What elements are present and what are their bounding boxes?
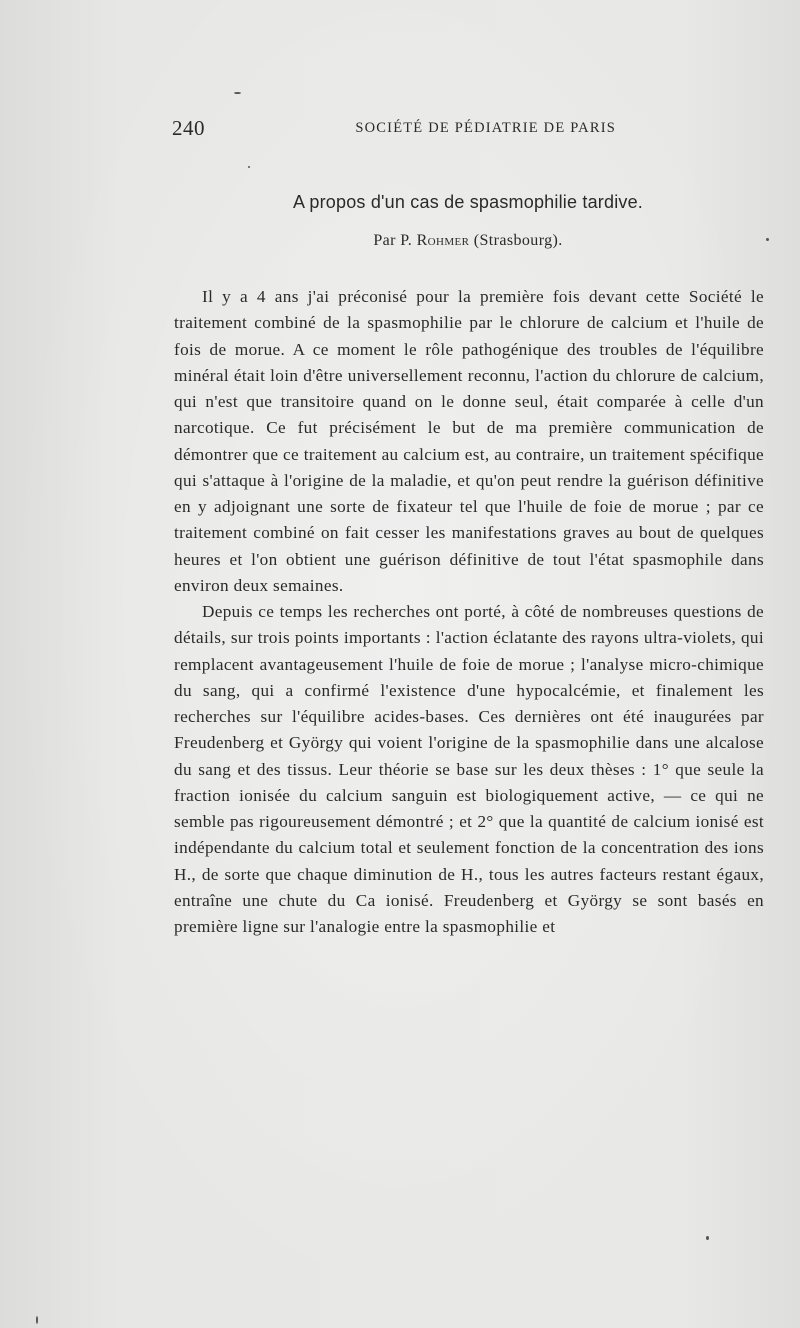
byline-prefix: Par P.: [373, 232, 417, 249]
body-paragraph: Depuis ce temps les recherches ont porté, à côté de nombreuses questions de détails, sur trois points importants : l'action éclatante des rayons ultra-violets, qui remplacent avantageusement l'huile de foie de morue ; l'analyse micro-chimique du sang, qui a confirmé l'existence d'une hypocalcémie, et finalement les recherches sur l'équilibre acides-bases. Ces dernières ont été inaugurées par Freudenberg et György qui voient l'origine de la spasmophilie dans une alcalose du sang et des tissus. Leur théorie se base sur les deux thèses : 1° que seule la fraction ionisée du calcium sanguin est biologiquement active, — ce qui ne semble pas rigoureusement démontré ; et 2° que la quantité de calcium ionisé est indépendante du calcium total et seulement fonction de la concentration des ions H., de sorte que chaque diminution de H., tous les autres facteurs restant égaux, entraîne une chute du Ca ionisé. Freudenberg et György se sont basés en première ligne sur l'analogie entre la spasmophilie et: [174, 602, 764, 936]
author-name: Rohmer: [416, 232, 470, 249]
body-paragraph: Il y a 4 ans j'ai préconisé pour la première fois devant cette Société le traitement combiné de la spasmophilie par le chlorure de calcium et l'huile de fois de morue. A ce moment le rôle pathogénique des troubles de l'équilibre minéral était loin d'être universellement reconnu, l'action du chlorure de calcium, qui n'est que transitoire quand on le donne seul, était comparée à celle d'un narcotique. Ce fut précisément le but de ma première communication de démontrer que ce traitement au calcium est, au contraire, un traitement spécifique qui s'attaque à l'origine de la maladie, et qu'on peut rendre la guérison définitive en y adjoignant une sorte de fixateur tel que l'huile de foie de morue ; par ce traitement combiné on fait cesser les manifestations graves au bout de quelques heures et l'on obtient une guérison définitive de tout l'état spasmophile dans environ deux semaines.: [174, 287, 764, 595]
running-header: [172, 116, 616, 146]
article-body: [174, 284, 764, 940]
article-byline: [0, 232, 800, 250]
page-number: 240: [172, 116, 205, 140]
running-title: SOCIÉTÉ DE PÉDIATRIE DE PARIS: [355, 120, 616, 136]
article-title: A propos d'un cas de spasmophilie tardive.: [292, 192, 644, 212]
author-affiliation: (Strasbourg).: [469, 232, 563, 249]
